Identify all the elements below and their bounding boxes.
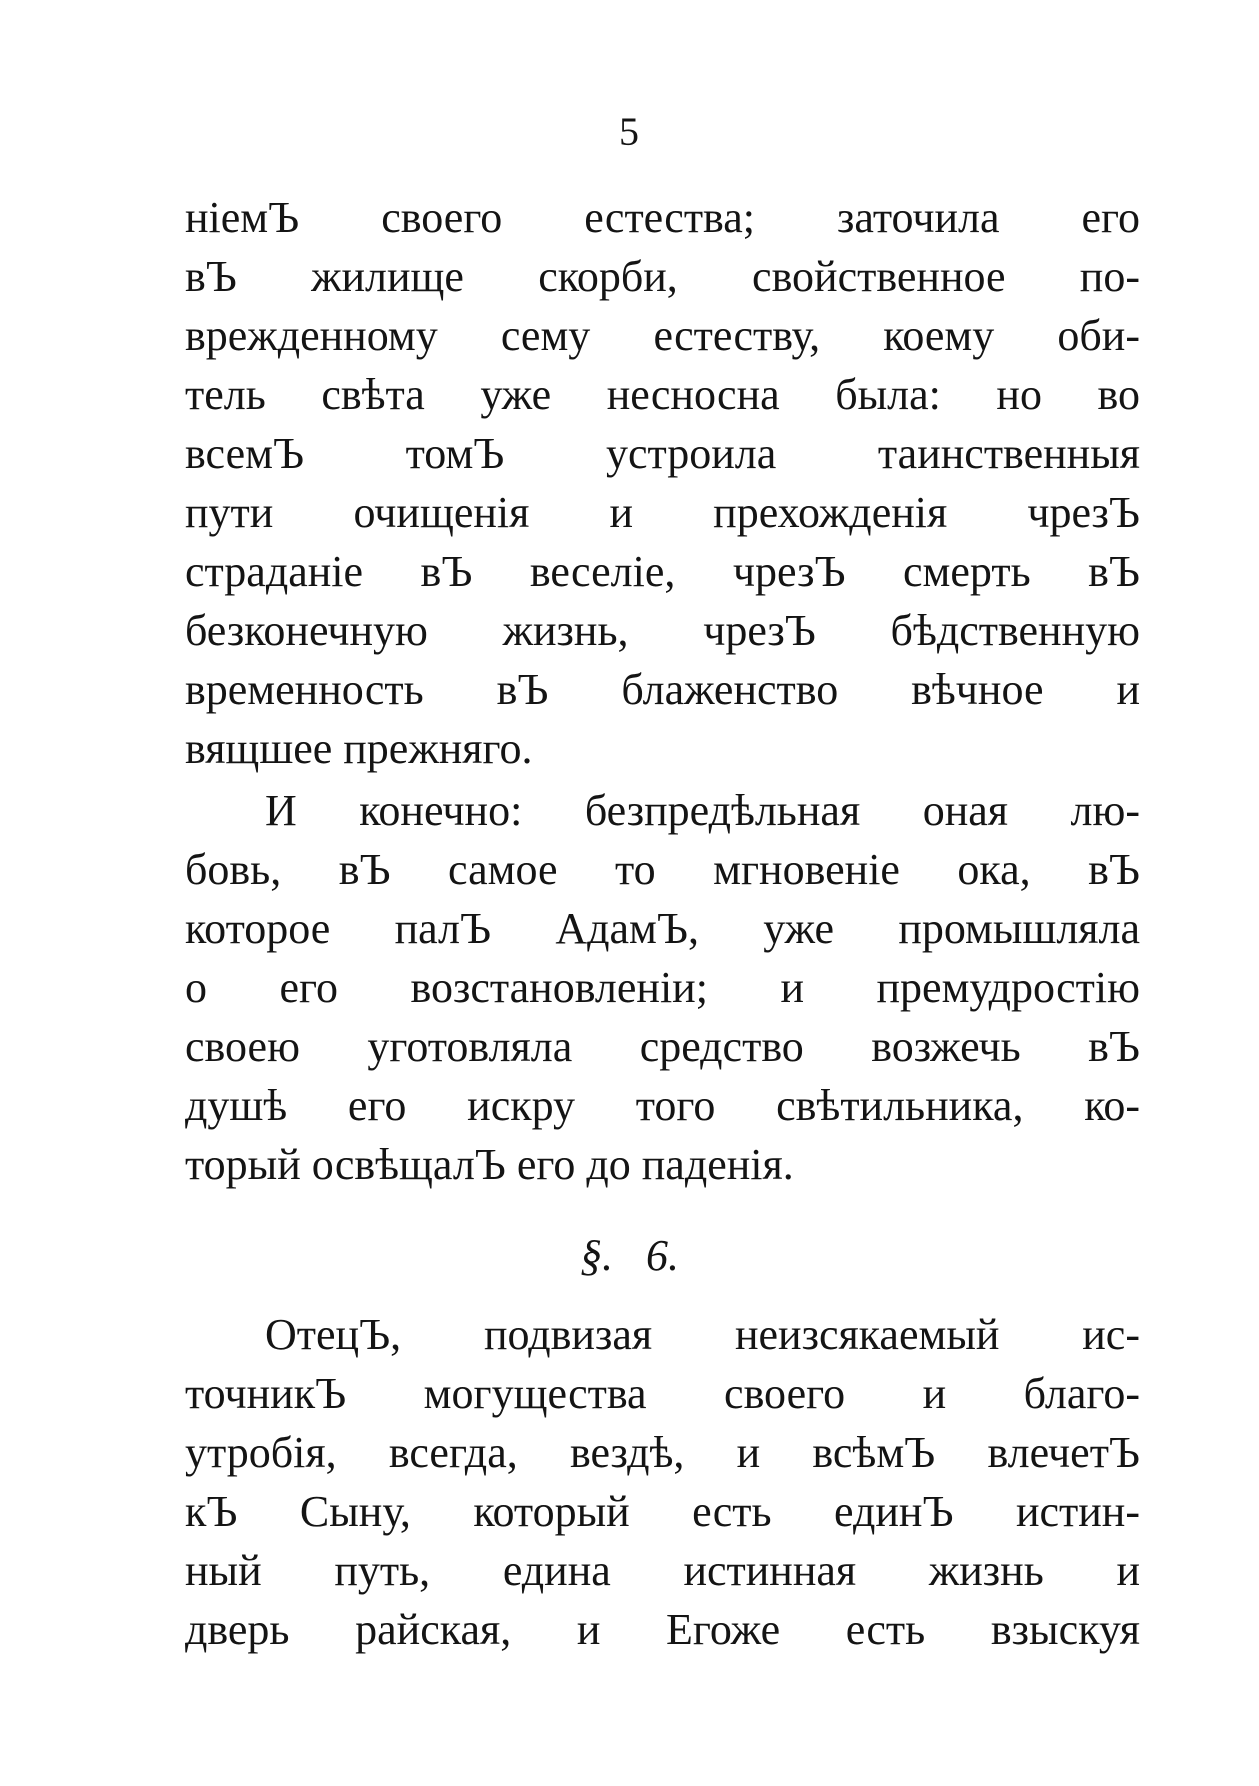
text-line: И конечно: безпредѣльная оная лю- bbox=[265, 786, 1140, 835]
text-line: душѣ его искру того свѣтильника, ко- bbox=[185, 1081, 1140, 1130]
text-line: которое палЪ АдамЪ, уже промышляла bbox=[185, 904, 1140, 953]
text-line: безконечную жизнь, чрезЪ бѣдственную bbox=[185, 606, 1140, 655]
text-line: тель свѣта уже несносна была: но во bbox=[185, 370, 1140, 419]
text-line: точникЪ могущества своего и благо- bbox=[185, 1369, 1140, 1418]
text-line: вЪ жилище скорби, свойственное по- bbox=[185, 252, 1140, 301]
text-line: страданіе вЪ веселіе, чрезЪ смерть вЪ bbox=[185, 547, 1140, 596]
page-number: 5 bbox=[619, 109, 640, 154]
text-line: вящшее прежняго. bbox=[185, 724, 533, 773]
text-line: своею уготовляла средство возжечь вЪ bbox=[185, 1022, 1140, 1071]
text-line: временность вЪ блаженство вѣчное и bbox=[185, 665, 1140, 714]
section-heading: §. 6. bbox=[580, 1231, 679, 1280]
text-line: ніемЪ своего естества; заточила его bbox=[185, 193, 1140, 242]
text-line: кЪ Сыну, который есть единЪ истин- bbox=[185, 1487, 1140, 1536]
paragraph-2 bbox=[185, 781, 1140, 1194]
text-line: бовь, вЪ самое то мгновеніе ока, вЪ bbox=[185, 845, 1140, 894]
paragraph-3 bbox=[185, 1305, 1140, 1659]
text-line: торый освѣщалЪ его до паденія. bbox=[185, 1140, 794, 1189]
text-line: пути очищенія и прехожденія чрезЪ bbox=[185, 488, 1140, 537]
paragraph-1 bbox=[185, 188, 1140, 778]
text-line: ный путь, едина истинная жизнь и bbox=[185, 1546, 1140, 1595]
text-line: ОтецЪ, подвизая неизсякаемый ис- bbox=[265, 1310, 1140, 1359]
text-line: всемЪ томЪ устроила таинственныя bbox=[185, 429, 1140, 478]
text-line: дверь райская, и Егоже есть взыскуя bbox=[185, 1605, 1140, 1654]
text-line: врежденному сему естеству, коему оби- bbox=[185, 311, 1140, 360]
text-line: утробія, всегда, вездѣ, и всѣмЪ влечетЪ bbox=[185, 1428, 1140, 1477]
text-line: о его возстановленіи; и премудростію bbox=[185, 963, 1140, 1012]
